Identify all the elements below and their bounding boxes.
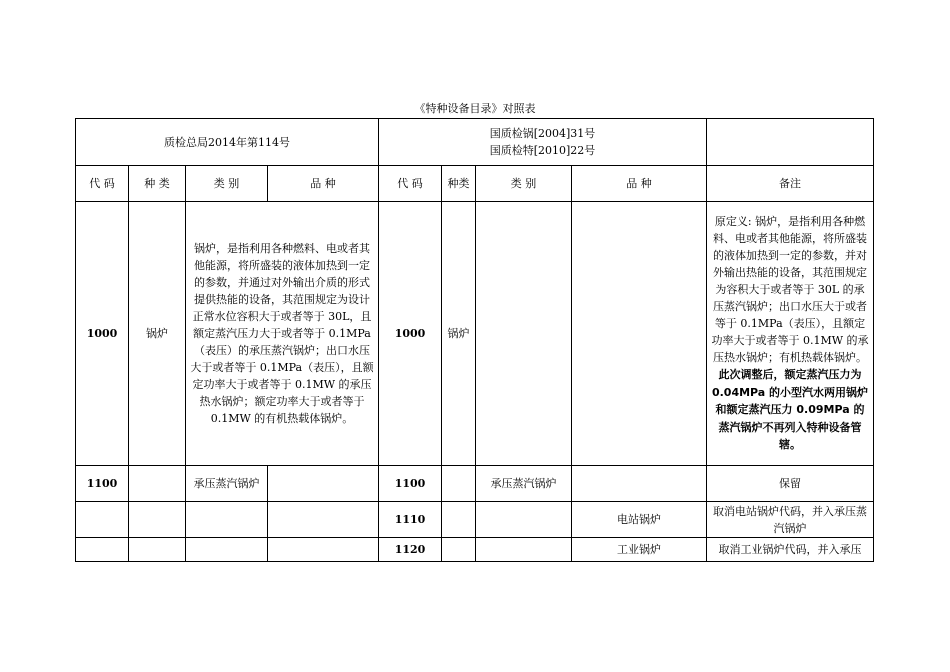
column-header-row	[76, 166, 874, 202]
kind-cell	[129, 466, 186, 502]
table-row	[76, 538, 874, 562]
kind-cell-right	[442, 538, 476, 562]
code-cell-right: 1000	[379, 202, 442, 466]
kind-cell	[129, 502, 186, 538]
col-category: 类 别	[186, 166, 268, 202]
kind-cell-right: 锅炉	[442, 202, 476, 466]
code-cell: 1100	[76, 466, 129, 502]
right-source-header	[379, 119, 707, 166]
variety-cell-right: 电站锅炉	[572, 502, 707, 538]
definition-cell: 锅炉，是指利用各种燃料、电或者其他能源，将所盛装的液体加热到一定的参数，并通过对外输出介质的形式提供热能的设备，其范围规定为设计正常水位容积大于或者等于 30L，且额定蒸汽压力大于或者等于 0.1MPa（表压）的承压蒸汽锅炉；出口水压大于或者等于 0.1MPa（表压），且额定功率大于或者等于 0.1MW 的承压热水锅炉；额定功率大于或者等于 0.1MW 的有机热载体锅炉。	[186, 202, 379, 466]
category-cell-right	[476, 538, 572, 562]
note-original-definition: 原定义: 锅炉，是指利用各种燃料、电或者其他能源，将所盛装的液体加热到一定的参数，并对外输出热能的设备，其范围规定为容积大于或者等于 30L 的承压蒸汽锅炉；出口水压大于或者等于 0.1MPa（表压），且额定功率大于或者等于 0.1MW 的承压热水锅炉；有机热载体锅炉。	[711, 215, 869, 365]
source-header-row	[76, 119, 874, 166]
code-cell-right: 1120	[379, 538, 442, 562]
category-cell	[186, 502, 268, 538]
kind-cell-right	[442, 466, 476, 502]
table-row	[76, 202, 874, 466]
table-row	[76, 502, 874, 538]
code-cell	[76, 502, 129, 538]
col-variety-right: 品 种	[572, 166, 707, 202]
comparison-table	[75, 118, 874, 562]
variety-cell	[268, 502, 379, 538]
table-row	[76, 466, 874, 502]
code-cell	[76, 538, 129, 562]
code-cell-right: 1110	[379, 502, 442, 538]
category-cell-right: 承压蒸汽锅炉	[476, 466, 572, 502]
document-title: 《特种设备目录》对照表	[414, 102, 536, 115]
col-variety: 品 种	[268, 166, 379, 202]
right-source-line-2: 国质检特[2010]22号	[489, 144, 596, 157]
note-cell	[707, 202, 874, 466]
note-adjustment: 此次调整后，额定蒸汽压力为0.04MPa 的小型汽水两用锅炉和额定蒸汽压力 0.09MPa 的蒸汽锅炉不再列入特种设备管辖。	[711, 368, 869, 452]
category-cell	[186, 538, 268, 562]
code-cell: 1000	[76, 202, 129, 466]
category-cell-right	[476, 502, 572, 538]
note-cell: 取消电站锅炉代码，并入承压蒸汽锅炉	[707, 502, 874, 538]
category-cell-right	[476, 202, 572, 466]
note-cell: 保留	[707, 466, 874, 502]
kind-cell-right	[442, 502, 476, 538]
left-source-header: 质检总局2014年第114号	[76, 119, 379, 166]
variety-cell-right	[572, 202, 707, 466]
variety-cell-right: 工业锅炉	[572, 538, 707, 562]
col-code-right: 代 码	[379, 166, 442, 202]
variety-cell-right	[572, 466, 707, 502]
category-cell: 承压蒸汽锅炉	[186, 466, 268, 502]
col-category-right: 类 别	[476, 166, 572, 202]
col-note: 备注	[707, 166, 874, 202]
kind-cell: 锅炉	[129, 202, 186, 466]
col-kind-right: 种类	[442, 166, 476, 202]
note-cell: 取消工业锅炉代码，并入承压	[707, 538, 874, 562]
variety-cell	[268, 466, 379, 502]
col-kind: 种 类	[129, 166, 186, 202]
col-code: 代 码	[76, 166, 129, 202]
note-header-empty	[707, 119, 874, 166]
code-cell-right: 1100	[379, 466, 442, 502]
kind-cell	[129, 538, 186, 562]
variety-cell	[268, 538, 379, 562]
right-source-line-1: 国质检锅[2004]31号	[489, 127, 596, 140]
